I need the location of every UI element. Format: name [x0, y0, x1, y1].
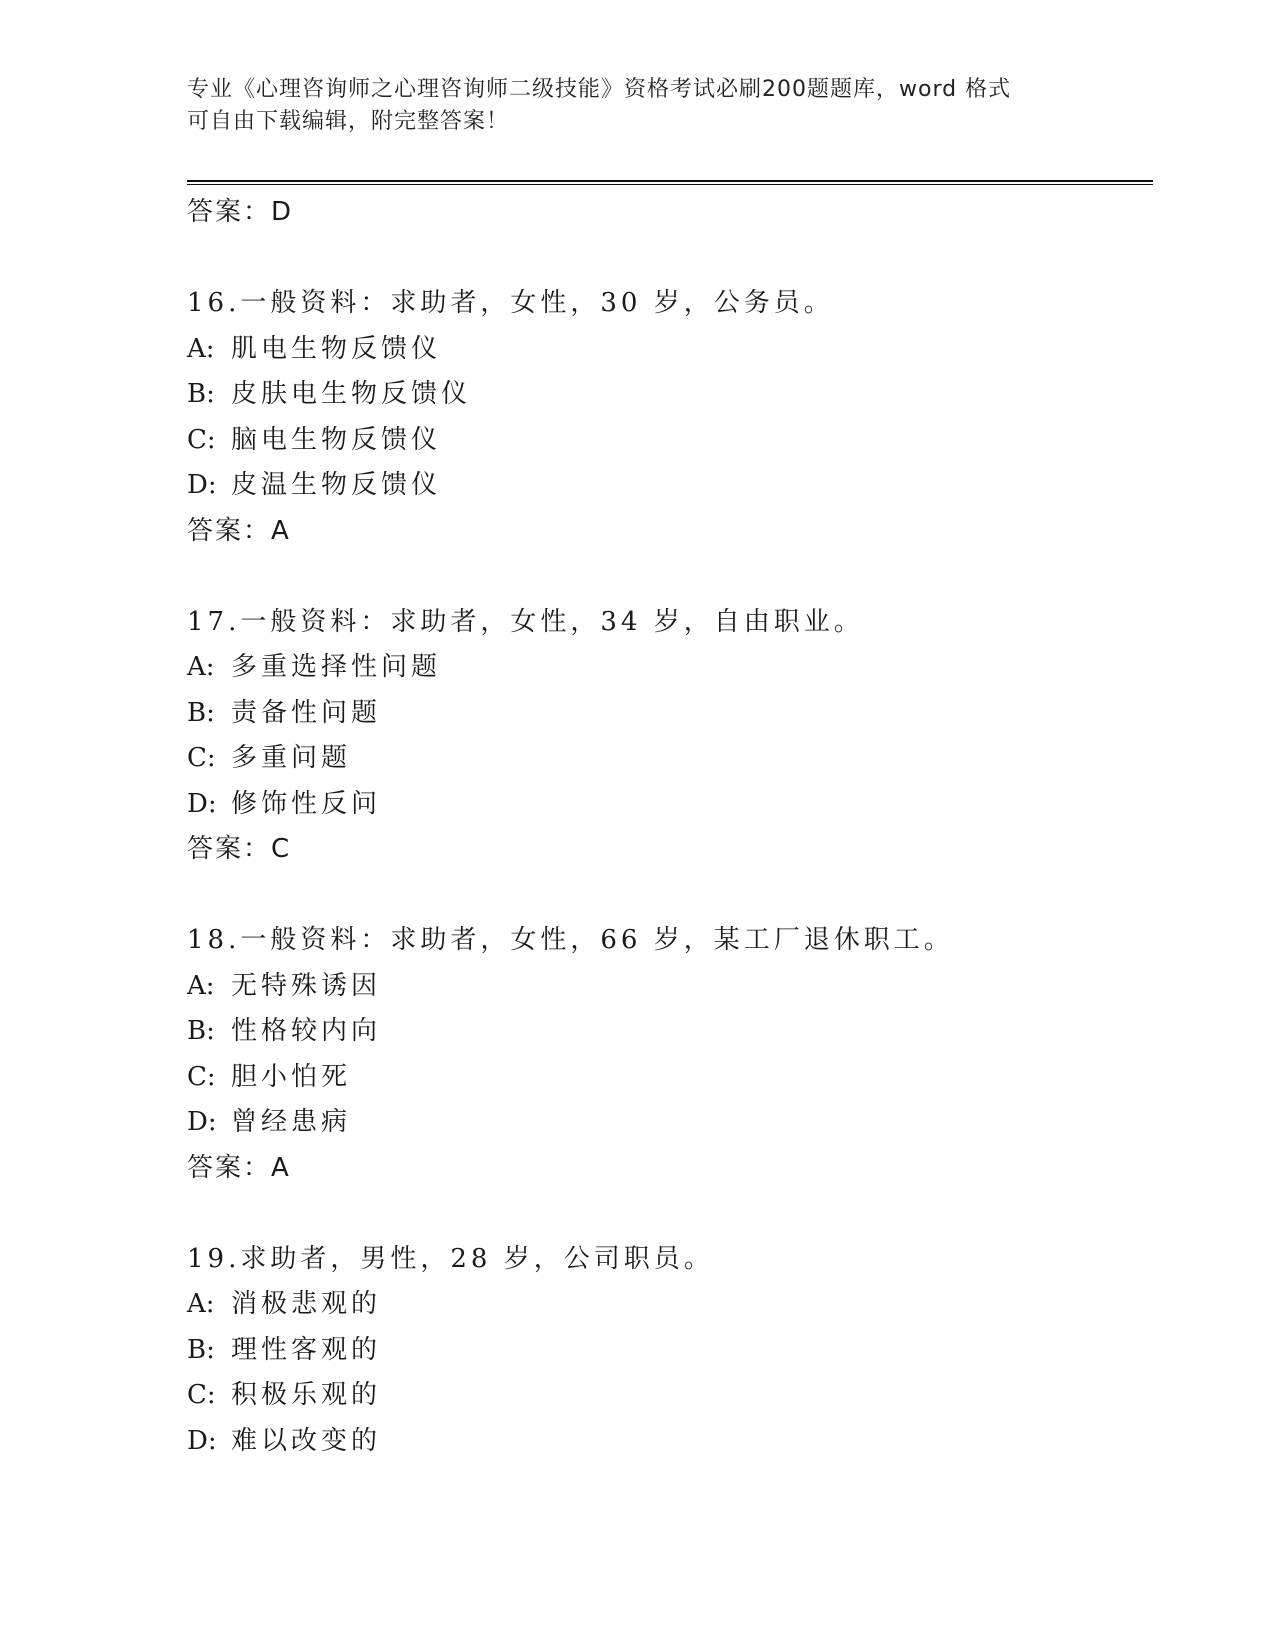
option-text: 肌电生物反馈仪 — [231, 333, 442, 364]
option-text: 多重选择性问题 — [231, 652, 442, 682]
option-text: 无特殊诱因 — [231, 970, 382, 1001]
question-stem: 17.一般资料：求助者，女性，34 岁，自由职业。 — [187, 606, 864, 637]
option-text: 脑电生物反馈仪 — [231, 424, 442, 455]
option-text: 曾经患病 — [231, 1107, 352, 1137]
header-line-1: 专业《心理咨询师之心理咨询师二级技能》资格考试必刷200题题库，word 格式 — [187, 77, 1012, 102]
question-stem: 16.一般资料：求助者，女性，30 岁，公务员。 — [187, 288, 834, 318]
option-d — [187, 463, 1153, 509]
option-a — [187, 327, 1153, 373]
option-text: 皮肤电生物反馈仪 — [231, 379, 472, 409]
option-letter: A: — [187, 652, 215, 682]
option-letter: D: — [187, 470, 217, 500]
answer-line: 答案：D — [187, 197, 294, 227]
question-list — [187, 190, 1153, 1464]
option-letter: A: — [187, 333, 215, 364]
option-a — [187, 645, 1153, 691]
question-stem: 18.一般资料：求助者，女性，66 岁，某工厂退休职工。 — [187, 925, 954, 955]
question-stem: 19.求助者，男性，28 岁，公司职员。 — [187, 1243, 714, 1274]
answer-line: 答案：A — [187, 1152, 291, 1183]
option-text: 消极悲观的 — [231, 1289, 382, 1319]
document-header — [187, 74, 1087, 138]
option-text: 多重问题 — [231, 743, 352, 773]
option-text: 责备性问题 — [231, 697, 382, 728]
option-letter: A: — [187, 1289, 215, 1319]
option-letter: C: — [187, 1061, 216, 1092]
option-c — [187, 1055, 1153, 1101]
option-letter: B: — [187, 379, 215, 409]
option-c — [187, 736, 1153, 782]
option-letter: B: — [187, 1334, 215, 1365]
option-letter: C: — [187, 743, 216, 773]
option-letter: D: — [187, 1425, 217, 1456]
header-rule — [187, 180, 1153, 182]
option-d — [187, 1100, 1153, 1146]
option-text: 胆小怕死 — [231, 1061, 352, 1092]
option-letter: B: — [187, 697, 215, 728]
question-item — [187, 918, 1153, 1191]
option-text: 修饰性反问 — [231, 788, 382, 819]
option-text: 难以改变的 — [231, 1425, 382, 1456]
option-c — [187, 418, 1153, 464]
option-letter: C: — [187, 1380, 216, 1410]
option-d — [187, 1419, 1153, 1465]
option-letter: A: — [187, 970, 215, 1001]
question-item — [187, 600, 1153, 873]
option-text: 积极乐观的 — [231, 1380, 382, 1410]
option-b — [187, 372, 1153, 418]
header-line-2: 可自由下载编辑，附完整答案！ — [187, 109, 510, 134]
option-b — [187, 691, 1153, 737]
option-letter: C: — [187, 424, 216, 455]
option-b — [187, 1328, 1153, 1374]
header-rule-thin — [187, 184, 1153, 185]
option-letter: D: — [187, 1107, 217, 1137]
option-a — [187, 1282, 1153, 1328]
option-letter: D: — [187, 788, 217, 819]
option-d — [187, 782, 1153, 828]
option-letter: B: — [187, 1016, 215, 1046]
answer-line: 答案：A — [187, 515, 291, 546]
option-text: 皮温生物反馈仪 — [231, 470, 442, 500]
question-item — [187, 281, 1153, 554]
question-item — [187, 1237, 1153, 1465]
answer-line: 答案：C — [187, 834, 292, 864]
option-text: 性格较内向 — [231, 1016, 382, 1046]
option-b — [187, 1009, 1153, 1055]
option-c — [187, 1373, 1153, 1419]
option-a — [187, 964, 1153, 1010]
option-text: 理性客观的 — [231, 1334, 382, 1365]
